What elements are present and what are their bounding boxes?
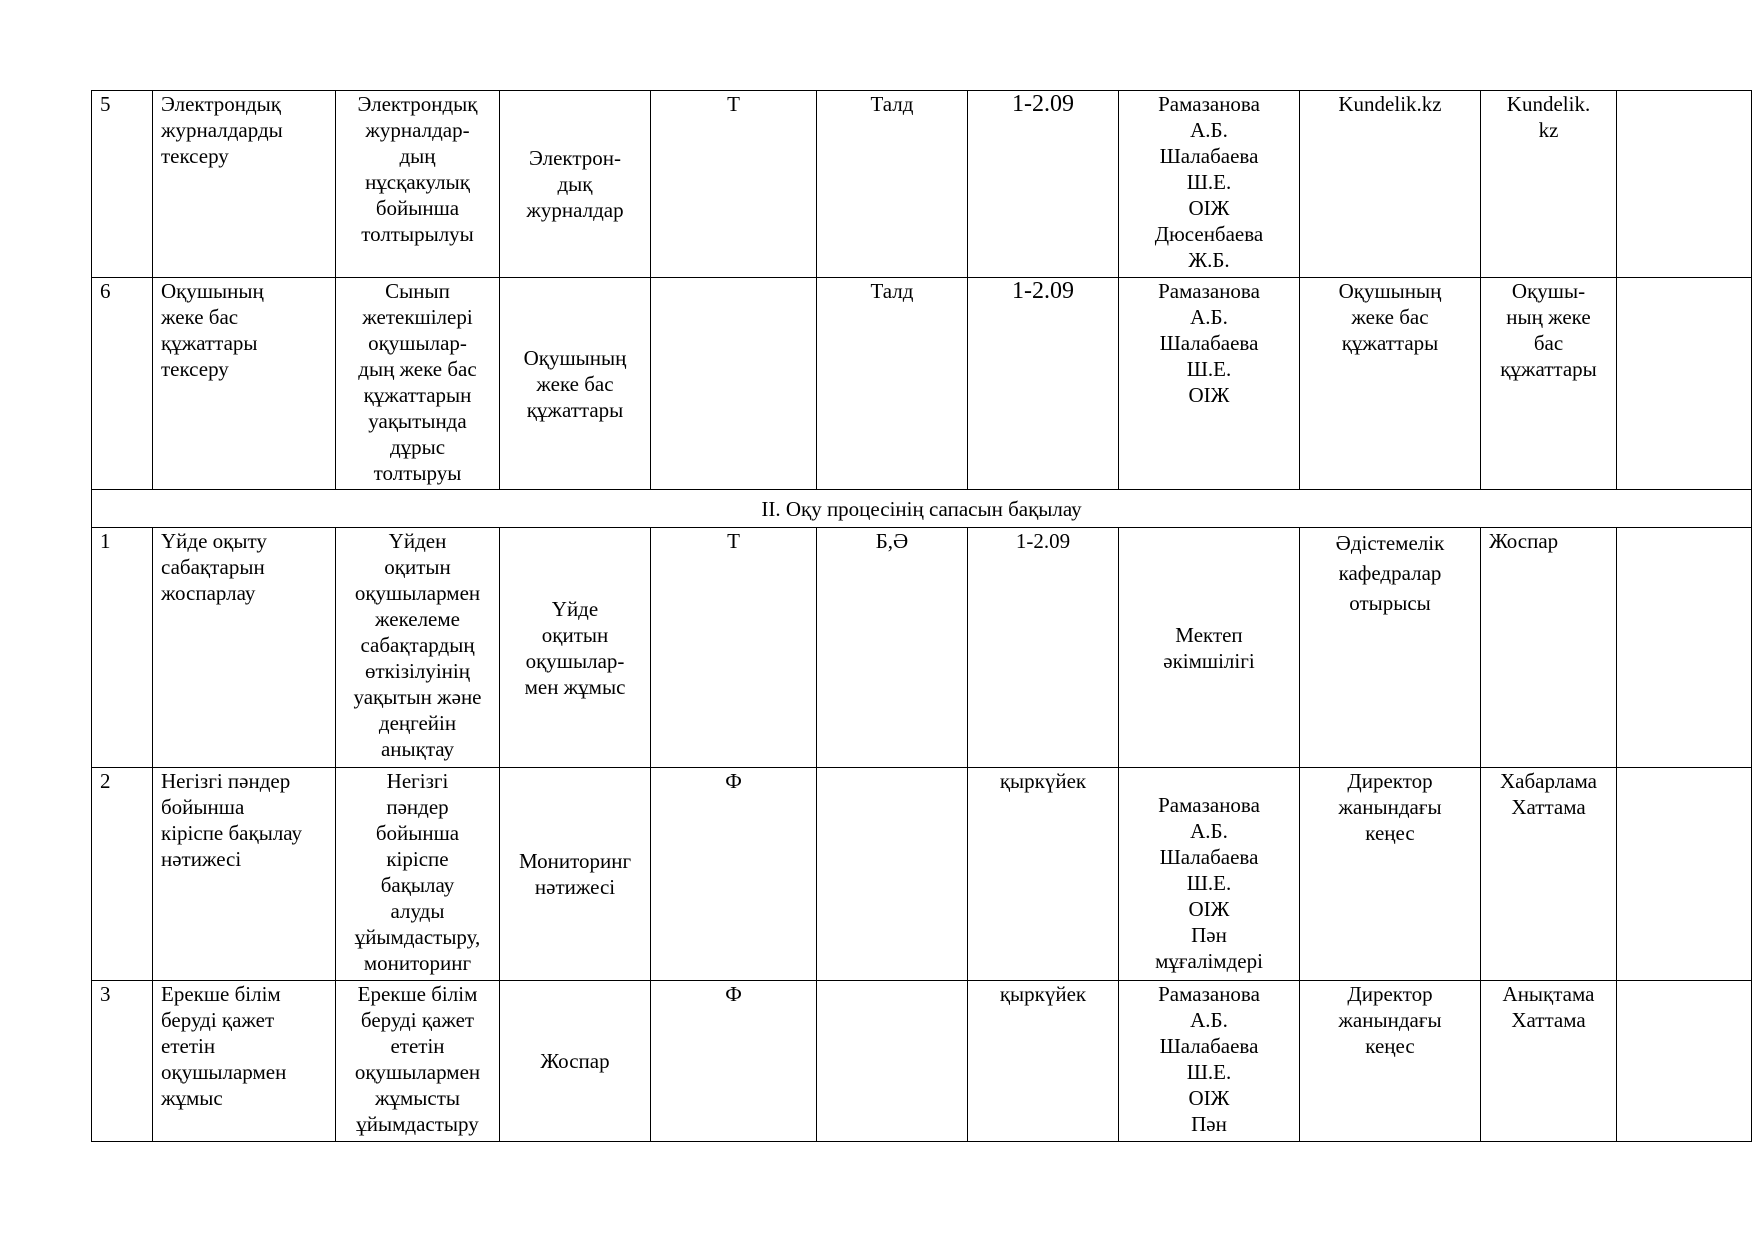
row-method: Б,Ә bbox=[817, 528, 968, 768]
row-review-place: Директор жанындағы кеңес bbox=[1300, 981, 1481, 1142]
row-goal: Ерекше білім беруді қажет ететін оқушылармен жұмысты ұйымдастыру bbox=[336, 981, 500, 1142]
row-date: қыркүйек bbox=[968, 768, 1119, 981]
row-topic: Электрондық журналдарды тексеру bbox=[153, 91, 336, 278]
row-date: қыркүйек bbox=[968, 981, 1119, 1142]
row-date: 1-2.09 bbox=[968, 278, 1119, 490]
row-type: Ф bbox=[651, 768, 817, 981]
row-object: Мониторинг нәтижесі bbox=[500, 768, 651, 981]
row-date: 1-2.09 bbox=[968, 91, 1119, 278]
row-method bbox=[817, 768, 968, 981]
row-type: Т bbox=[651, 91, 817, 278]
row-result: Жоспар bbox=[1481, 528, 1617, 768]
row-object: Үйде оқитын оқушылар- мен жұмыс bbox=[500, 528, 651, 768]
row-method: Талд bbox=[817, 278, 968, 490]
row-goal: Негізгі пәндер бойынша кіріспе бақылау алуды ұйымдастыру, мониторинг bbox=[336, 768, 500, 981]
row-number: 2 bbox=[92, 768, 153, 981]
row-type bbox=[651, 278, 817, 490]
row-number: 3 bbox=[92, 981, 153, 1142]
row-note bbox=[1617, 91, 1752, 278]
row-responsible: Рамазанова А.Б. Шалабаева Ш.Е. ОІЖ Пән bbox=[1119, 981, 1300, 1142]
row-date: 1-2.09 bbox=[968, 528, 1119, 768]
row-number: 5 bbox=[92, 91, 153, 278]
row-review-place: Әдістемелік кафедралар отырысы bbox=[1300, 528, 1481, 768]
row-topic: Үйде оқыту сабақтарын жоспарлау bbox=[153, 528, 336, 768]
row-topic: Оқушының жеке бас құжаттары тексеру bbox=[153, 278, 336, 490]
row-responsible: Рамазанова А.Б. Шалабаева Ш.Е. ОІЖ bbox=[1119, 278, 1300, 490]
table-row bbox=[92, 981, 1752, 1142]
row-note bbox=[1617, 278, 1752, 490]
section-header-row bbox=[92, 490, 1752, 528]
row-number: 1 bbox=[92, 528, 153, 768]
row-object: Электрон- дық журналдар bbox=[500, 91, 651, 278]
table-row bbox=[92, 768, 1752, 981]
row-topic: Ерекше білім беруді қажет ететін оқушылармен жұмыс bbox=[153, 981, 336, 1142]
row-goal: Сынып жетекшілері оқушылар- дың жеке бас құжаттарын уақытында дұрыс толтыруы bbox=[336, 278, 500, 490]
row-review-place: Директор жанындағы кеңес bbox=[1300, 768, 1481, 981]
row-responsible: Рамазанова А.Б. Шалабаева Ш.Е. ОІЖ Пән мұғалімдері bbox=[1119, 768, 1300, 981]
control-plan-table bbox=[91, 90, 1752, 1142]
row-result: Kundelik. kz bbox=[1481, 91, 1617, 278]
row-result: Оқушы- ның жеке бас құжаттары bbox=[1481, 278, 1617, 490]
row-number: 6 bbox=[92, 278, 153, 490]
row-topic: Негізгі пәндер бойынша кіріспе бақылау нәтижесі bbox=[153, 768, 336, 981]
row-review-place: Оқушының жеке бас құжаттары bbox=[1300, 278, 1481, 490]
row-object: Оқушының жеке бас құжаттары bbox=[500, 278, 651, 490]
row-type: Ф bbox=[651, 981, 817, 1142]
table-row bbox=[92, 528, 1752, 768]
row-type: Т bbox=[651, 528, 817, 768]
row-note bbox=[1617, 768, 1752, 981]
table-row bbox=[92, 91, 1752, 278]
section-title: ІІ. Оқу процесінің сапасын бақылау bbox=[92, 490, 1752, 528]
row-responsible: Мектеп әкімшілігі bbox=[1119, 528, 1300, 768]
row-result: Анықтама Хаттама bbox=[1481, 981, 1617, 1142]
row-goal: Электрондық журналдар- дың нұсқакулық бойынша толтырылуы bbox=[336, 91, 500, 278]
row-goal: Үйден оқитын оқушылармен жекелеме сабақтардың өткізілуінің уақытын және деңгейін анықтау bbox=[336, 528, 500, 768]
row-review-place: Kundelik.kz bbox=[1300, 91, 1481, 278]
row-method bbox=[817, 981, 968, 1142]
row-responsible: Рамазанова А.Б. Шалабаева Ш.Е. ОІЖ Дюсенбаева Ж.Б. bbox=[1119, 91, 1300, 278]
row-method: Талд bbox=[817, 91, 968, 278]
row-object: Жоспар bbox=[500, 981, 651, 1142]
row-note bbox=[1617, 528, 1752, 768]
table-row bbox=[92, 278, 1752, 490]
row-result: Хабарлама Хаттама bbox=[1481, 768, 1617, 981]
row-note bbox=[1617, 981, 1752, 1142]
